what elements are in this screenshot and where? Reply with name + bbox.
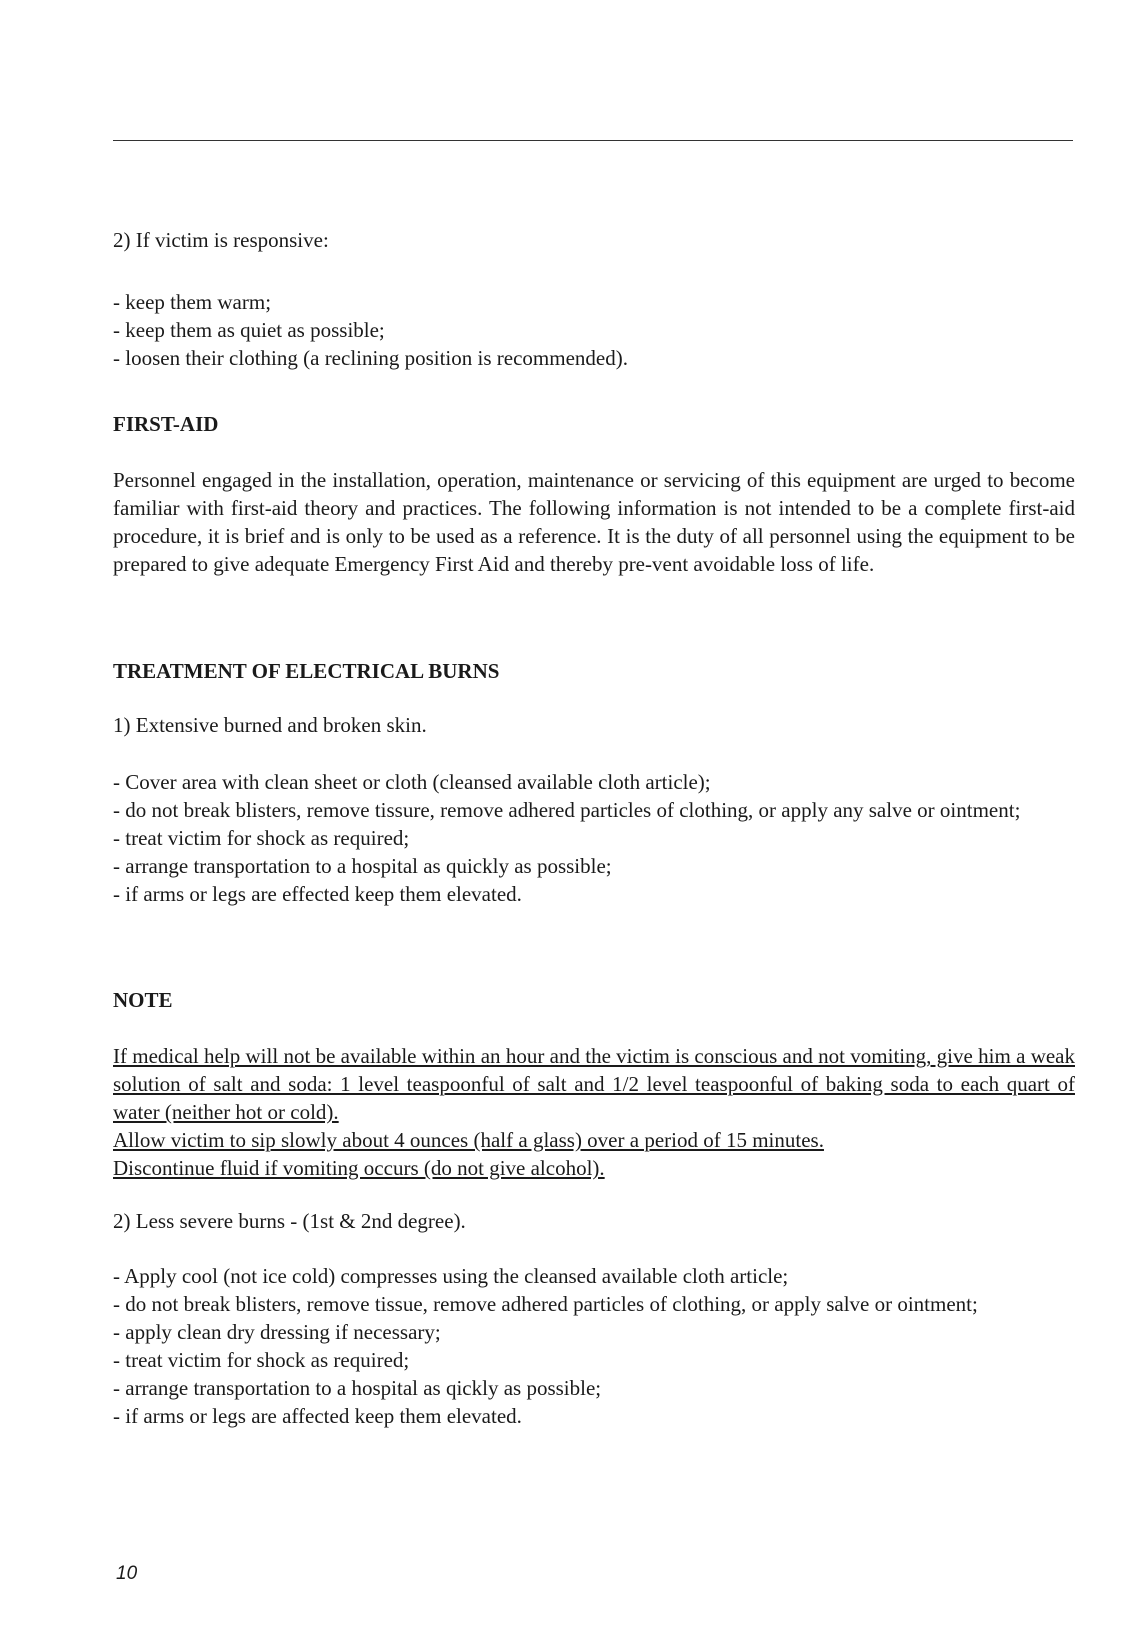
list-item: - arrange transportation to a hospital as quickly as possible; xyxy=(113,854,612,878)
note-paragraph: If medical help will not be available within an hour and the victim is conscious and not vomiting, give him a weak solution of salt and soda: 1 level teaspoonful of salt and 1/2 level teaspoonful of baking soda to each quart of water (neither hot or cold). xyxy=(113,1044,1075,1124)
list-item: - apply clean dry dressing if necessary; xyxy=(113,1320,441,1344)
list-item: - keep them warm; xyxy=(113,290,272,314)
list-item: - treat victim for shock as required; xyxy=(113,1348,410,1372)
burns-case-1: 1) Extensive burned and broken skin. xyxy=(113,713,427,737)
note-line-3: Discontinue fluid if vomiting occurs (do not give alcohol). xyxy=(113,1156,605,1180)
list-item: - do not break blisters, remove tissure, remove adhered particles of clothing, or apply any salve or ointment; xyxy=(113,798,1021,822)
note-block xyxy=(113,1042,1075,1182)
responsive-list xyxy=(113,288,1075,372)
list-item: - Cover area with clean sheet or cloth (cleansed available cloth article); xyxy=(113,770,711,794)
burns-case-2: 2) Less severe burns - (1st & 2nd degree). xyxy=(113,1209,466,1233)
first-aid-title: FIRST-AID xyxy=(113,412,219,436)
list-item: - if arms or legs are effected keep them elevated. xyxy=(113,882,522,906)
list-item: - if arms or legs are affected keep them elevated. xyxy=(113,1404,522,1428)
list-item: - keep them as quiet as possible; xyxy=(113,318,385,342)
responsive-heading: 2) If victim is responsive: xyxy=(113,228,329,252)
list-item: - arrange transportation to a hospital as qickly as possible; xyxy=(113,1376,602,1400)
burns-title: TREATMENT OF ELECTRICAL BURNS xyxy=(113,659,500,683)
header-rule xyxy=(113,140,1073,141)
note-title: NOTE xyxy=(113,988,173,1012)
burns-case-2-list xyxy=(113,1262,1075,1430)
note-line-2: Allow victim to sip slowly about 4 ounces (half a glass) over a period of 15 minutes. xyxy=(113,1128,824,1152)
list-item: - do not break blisters, remove tissue, remove adhered particles of clothing, or apply salve or ointment; xyxy=(113,1292,978,1316)
list-item: - treat victim for shock as required; xyxy=(113,826,410,850)
first-aid-paragraph: Personnel engaged in the installation, operation, maintenance or servicing of this equipment are urged to become familiar with first-aid theory and practices. The following information is not intended to be a complete first-aid procedure, it is brief and is only to be used as a reference. It is the duty of all personnel using the equipment to be prepared to give adequate Emergency First Aid and thereby pre-vent avoidable loss of life. xyxy=(113,468,1075,576)
page-number: 10 xyxy=(116,1563,138,1584)
list-item: - Apply cool (not ice cold) compresses using the cleansed available cloth article; xyxy=(113,1264,789,1288)
list-item: - loosen their clothing (a reclining position is recommended). xyxy=(113,346,628,370)
burns-case-1-list xyxy=(113,768,1075,908)
